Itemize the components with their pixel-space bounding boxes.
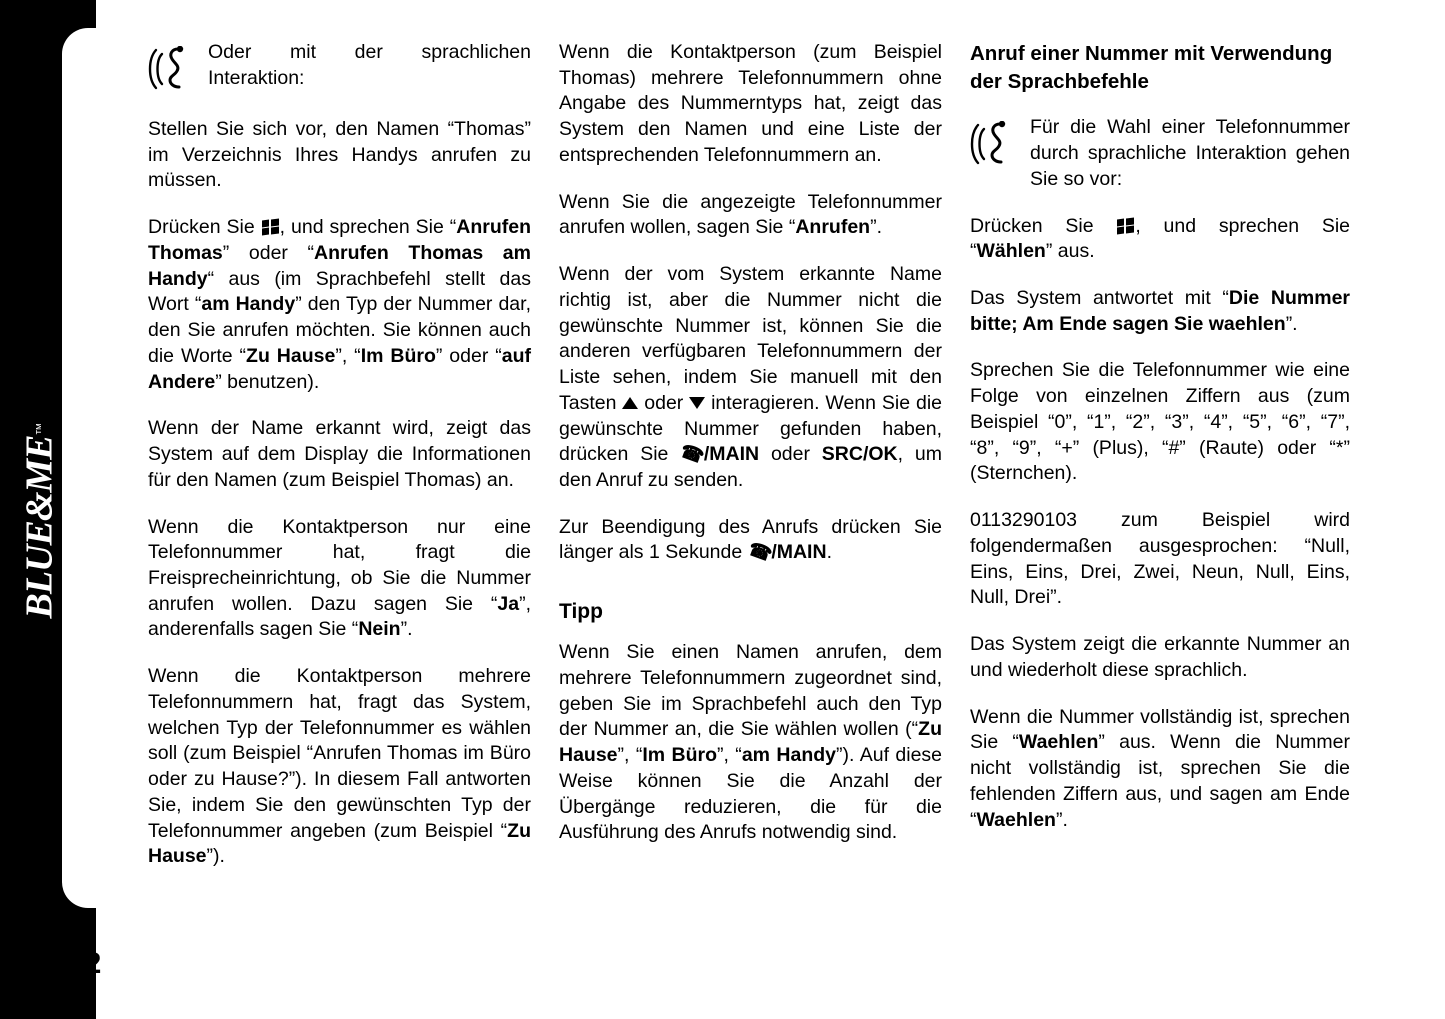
text-call-a: Wenn Sie die angezeigte Telefonnummer anrufen wollen, sagen Sie “ bbox=[559, 190, 942, 239]
text-answer-b: ”. bbox=[1285, 312, 1298, 335]
command-waehlen-3: Waehlen bbox=[976, 808, 1056, 831]
text-out-3: ” aus. bbox=[1045, 240, 1095, 263]
command-am-handy: am Handy bbox=[201, 293, 296, 316]
paragraph-call-shown-number bbox=[559, 190, 942, 241]
page-number: 22 bbox=[68, 947, 102, 980]
column-three bbox=[970, 40, 1350, 833]
text-end1: ” benutzen). bbox=[215, 370, 320, 393]
paragraph-tip-body bbox=[559, 640, 942, 846]
command-auf-andere: auf Andere bbox=[148, 344, 532, 393]
paragraph-list-numbers: Wenn die Kontaktperson (zum Beispiel Thomas) mehrere Telefonnummern ohne Angabe des Nummerntyps hat, zeigt das System den Namen und eine Liste der entsprechenden Telefonnummern an. bbox=[559, 41, 942, 166]
prompt-die-nummer-bitte: Die Nummer bitte; Am Ende sagen Sie waehlen bbox=[970, 287, 1351, 335]
paragraph-speak-digits: Sprechen Sie die Telefonnummer wie eine Folge von einzelnen Ziffern aus (zum Beispiel “0”, “1”, “2”, “3”, “4”, “5”, “6”, “7”, “8”, “9”, “+” (Plus), “#” (Raute) oder “*” (Sternchen). bbox=[970, 359, 1350, 485]
left-black-sidebar bbox=[0, 0, 96, 1019]
paragraph-example-number: 0113290103 zum Beispiel wird folgendermaßen ausgesprochen: “Null, Eins, Eins, Drei, Zwei, Neun, Null, Eins, Null, Drei”. bbox=[970, 509, 1350, 609]
windows-button-icon bbox=[262, 219, 279, 235]
hangup-main-icon: ☎ bbox=[677, 440, 707, 469]
command-anrufen: Anrufen bbox=[795, 216, 871, 239]
command-nein: Nein bbox=[358, 618, 401, 641]
text-say-3: , und sprechen Sie “ bbox=[970, 214, 1351, 263]
text-end-a: Zur Beendigung des Anrufs drücken Sie länger als 1 Sekunde bbox=[559, 515, 942, 564]
text-browse-or: oder bbox=[638, 391, 690, 414]
text-single-c: ”. bbox=[400, 618, 413, 641]
paragraph-press-speak bbox=[148, 215, 531, 395]
paragraph-complete-number bbox=[970, 705, 1350, 834]
text-multi-a: Wenn die Kontaktperson mehrere Telefonnummern hat, fragt das System, welchen Typ der Telefonnummer es wählen soll (zum Beispiel “Anrufen Thomas im Büro oder zu Hause?”). In diesem Fall antworten Sie, indem Sie den gewünschten Typ der Telefonnummer angeben (zum Beispiel “ bbox=[148, 665, 531, 842]
tip-heading: Tipp bbox=[559, 600, 603, 624]
section-heading: Anruf einer Nummer mit Verwendung der Sprachbefehle bbox=[970, 42, 1333, 93]
paragraph-single-number bbox=[148, 515, 531, 644]
command-im-buero: Im Büro bbox=[360, 344, 436, 367]
text-sep1: ”, “ bbox=[335, 344, 361, 367]
text-single-b: ”, anderenfalls sagen Sie “ bbox=[148, 592, 531, 641]
voice-interaction-icon bbox=[148, 46, 192, 92]
paragraph-system-repeats: Das System zeigt die erkannte Nummer an und wiederholt diese sprachlich. bbox=[970, 633, 1350, 681]
text-or: ” oder “ bbox=[222, 241, 315, 264]
paragraph-system-answer bbox=[970, 286, 1350, 337]
text-answer-a: Das System antwortet mit “ bbox=[970, 287, 1229, 310]
brand-subtitle: nav bbox=[57, 483, 78, 518]
brand-logo bbox=[8, 360, 88, 660]
text-complete-b: ” aus. Wenn die Nummer nicht vollständig ist, sprechen Sie die fehlenden Ziffern aus, und sagen am Ende “ bbox=[970, 731, 1350, 831]
brand-trademark: ™ bbox=[33, 422, 49, 436]
command-tip-im-buero: Im Büro bbox=[642, 744, 717, 767]
command-zu-hause: Zu Hause bbox=[246, 344, 336, 367]
text-press-3: Drücken Sie bbox=[970, 214, 1117, 237]
column-one bbox=[148, 40, 531, 870]
paragraph-end-call bbox=[559, 515, 942, 566]
text-complete-a: Wenn die Nummer vollständig ist, sprechen Sie “ bbox=[970, 705, 1350, 754]
windows-button-icon bbox=[1117, 218, 1134, 234]
text-browse-c: , um den Anruf zu senden. bbox=[559, 443, 942, 492]
text-explain1: “ aus (im Sprachbefehl stellt das Wort “ bbox=[148, 267, 531, 316]
voice-interaction-block-2 bbox=[970, 115, 1350, 192]
command-anrufen-thomas-am-handy: Anrufen Thomas am Handy bbox=[148, 241, 531, 290]
text-sep2: ” oder “ bbox=[435, 344, 502, 367]
command-zu-hause-2: Zu Hause bbox=[148, 819, 531, 868]
brand-name: BLUE&ME bbox=[18, 435, 61, 619]
column-two bbox=[559, 40, 942, 846]
text-tip-a: Wenn Sie einen Namen anrufen, dem mehrere Telefonnummern zugeordnet sind, geben Sie im Sprachbefehl auch den Typ der Nummer an, die Sie wählen wollen (“ bbox=[559, 641, 942, 741]
command-ja: Ja bbox=[497, 592, 520, 615]
text-single-a: Wenn die Kontaktperson nur eine Telefonnummer hat, fragt die Freisprecheinrichtung, ob Sie die Nummer anrufen wollen. Dazu sagen Sie “ bbox=[148, 515, 531, 615]
text-end-b: . bbox=[826, 541, 832, 564]
text-tip-b: ”, “ bbox=[617, 744, 643, 767]
voice-interaction-icon bbox=[970, 121, 1014, 167]
paragraph-multiple-numbers bbox=[148, 664, 531, 870]
hangup-main-icon-2: ☎ bbox=[744, 539, 775, 567]
paragraph-name-recognized: Wenn der Name erkannt wird, zeigt das System auf dem Display die Informationen für den Namen (zum Beispiel Thomas) an. bbox=[148, 417, 531, 491]
voice-intro-text: Oder mit der sprachlichen Interaktion: bbox=[208, 41, 531, 89]
paragraph-browse-numbers bbox=[559, 262, 942, 494]
text-press: Drücken Sie bbox=[148, 216, 261, 239]
arrow-up-icon bbox=[622, 397, 638, 409]
command-tip-am-handy: am Handy bbox=[741, 744, 836, 767]
voice-intro-text-2: Für die Wahl einer Telefonnummer durch sprachliche Interaktion gehen Sie so vor: bbox=[1030, 116, 1350, 190]
command-waehlen: Wählen bbox=[976, 240, 1046, 263]
text-multi-b: ”). bbox=[206, 845, 225, 868]
text-and-say: , und sprechen Sie “ bbox=[279, 216, 457, 239]
text-browse-b: interagieren. Wenn Sie die gewünschte Nummer gefunden haben, drücken Sie bbox=[559, 391, 942, 466]
text-browse-a: Wenn der vom System erkannte Name richtig ist, aber die Nummer nicht die gewünschte Nummer ist, können Sie die anderen verfügbaren Telefonnummern der Liste sehen, indem Sie manuell mit den Tasten bbox=[559, 263, 942, 414]
arrow-down-icon bbox=[689, 397, 705, 409]
command-tip-zu-hause: Zu Hause bbox=[559, 718, 942, 767]
paragraph-imagine: Stellen Sie sich vor, den Namen “Thomas” im Verzeichnis Ihres Handys anrufen zu müssen. bbox=[148, 118, 531, 192]
text-complete-c: ”. bbox=[1055, 808, 1068, 831]
command-anrufen-thomas: Anrufen Thomas bbox=[148, 216, 531, 264]
text-tip-d: ”). Auf diese Weise können Sie die Anzahl der Übergänge reduzieren, die für die Ausführung des Anrufs notwendig sind. bbox=[559, 744, 943, 844]
paragraph-press-waehlen bbox=[970, 214, 1350, 265]
text-tip-c: ”, “ bbox=[717, 744, 742, 767]
button-main: /MAIN bbox=[703, 443, 760, 466]
button-main-2: /MAIN bbox=[771, 541, 827, 564]
command-waehlen-2: Waehlen bbox=[1018, 731, 1099, 754]
text-call-b: ”. bbox=[870, 216, 882, 239]
text-explain2: ” den Typ der Nummer dar, den Sie anrufen möchten. Sie können auch die Worte “ bbox=[148, 293, 531, 367]
text-browse-or2: oder bbox=[759, 443, 822, 466]
button-src-ok: SRC/OK bbox=[821, 443, 898, 466]
voice-interaction-block bbox=[148, 40, 531, 96]
